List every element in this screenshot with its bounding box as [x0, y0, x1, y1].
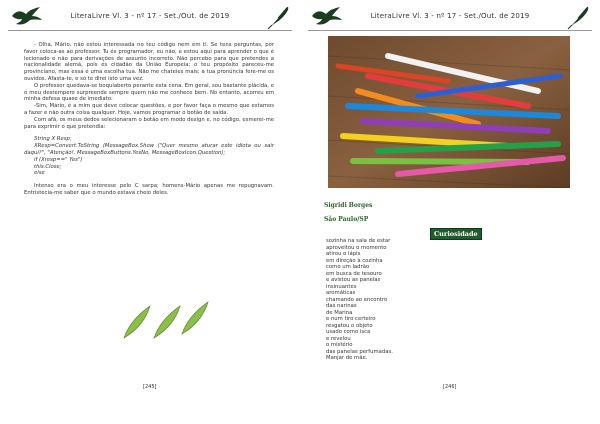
page-number: [245]	[143, 384, 157, 390]
paragraph: O professor quedava-se boquiaberto perante esta cena. Em geral, sou bastante plácida, e o meu destempero surpreende sempre quem não me conhece bem. No entanto, acorreu em minha defesa quase de imediato:	[24, 82, 274, 103]
story-text	[24, 42, 274, 197]
poem-line: em direção à cozinha	[326, 257, 383, 264]
quill-icon	[566, 4, 590, 30]
poem-line: e revelou	[326, 335, 351, 342]
author-name: Sigridi Borges	[324, 202, 373, 209]
code-line: if (Xresp==" Yes")	[34, 156, 83, 163]
colored-pencils-photo	[328, 36, 570, 188]
leaf-ornament-icon	[120, 298, 210, 344]
paragraph: -Sim, Mário, é a mim que deve colocar questões, e por favor faça o mesmo que estamos a fazer e não outra coisa qualquer. Hoje, vamos programar o botão de saída.	[24, 103, 274, 116]
poem-line: como um ladrão	[326, 264, 370, 270]
paragraph: Com afã, os meus dedos selecionaram o botão em modo design e, no código, esmerei-me para exprimir o que pretendia:	[24, 116, 274, 130]
poem-line: resgatou o objeto	[326, 322, 373, 329]
paragraph: - Olha, Mário, não estou interessada no teu código nem em ti. Se tens perguntas, por favor coloca-as ao professor. Tu és programador, eu não, e estou aqui para aprender o que é lecionado e não para derivações de assunto incorreto. Não percebo para que pretendes a nacionalidade alemã, pois és cidadão da União Europeia; o teu propósito pareceu-me provinciano, mas essa é uma escolha tua. Não me chateies mais; a tua pronúncia fere-me os ouvidos. Afasta-te, e só te direi isto uma vez.	[24, 42, 274, 82]
author-place: São Paulo/SP	[324, 216, 369, 223]
poem-line: sozinha na sala de estar	[326, 238, 391, 244]
poem-line: em busca de tesouro	[326, 270, 382, 277]
poem-line: o mistério	[326, 342, 353, 348]
poem-line: e avistou as panelas	[326, 277, 381, 283]
page-number: [246]	[443, 384, 457, 390]
poem-line: aproveitou o momento	[326, 244, 387, 251]
code-line: XResp=Convert.ToString (MessageBox.Show ("Quer mesmo aturar este idiota ou sair daqui?", "Atenção!, MessageBoxButtons.YesNo, MessageBoxIcon.Question);	[24, 143, 274, 156]
poem-line: das narinas	[326, 303, 357, 309]
right-page	[300, 0, 600, 424]
poem-line: Manjar de mãe.	[326, 355, 368, 361]
poem-line: de Marina	[326, 309, 353, 316]
page-header	[8, 6, 292, 31]
poem-line: atirou o lápis	[326, 251, 361, 257]
section-badge: Curiosidade	[430, 228, 482, 240]
poem-line: chamando ao encontro	[326, 296, 388, 303]
header-title: LiteraLivre Vl. 3 - nº 17 - Set./Out. de 2019	[70, 12, 230, 20]
code-line: String X Resp;	[34, 136, 72, 143]
poem-line: das panelas perfumadas.	[326, 348, 393, 355]
poem-line: aromáticas	[326, 290, 356, 296]
paragraph: Intenso era o meu interesse pelo C sarpa; homens-Mário apenas me repugnavam. Entristecia-me saber que o mundo estava cheio deles.	[24, 183, 274, 196]
page-header	[308, 6, 592, 31]
poem	[326, 238, 446, 362]
code-line: else	[34, 170, 45, 177]
code-line: this.Close;	[34, 163, 62, 170]
quill-icon	[266, 4, 290, 30]
poem-line: e num tiro certeiro	[326, 316, 376, 322]
poem-line: usado como isca	[326, 329, 371, 335]
poem-line: insinuantes	[326, 283, 357, 290]
header-title: LiteraLivre Vl. 3 - nº 17 - Set./Out. de 2019	[370, 12, 530, 20]
